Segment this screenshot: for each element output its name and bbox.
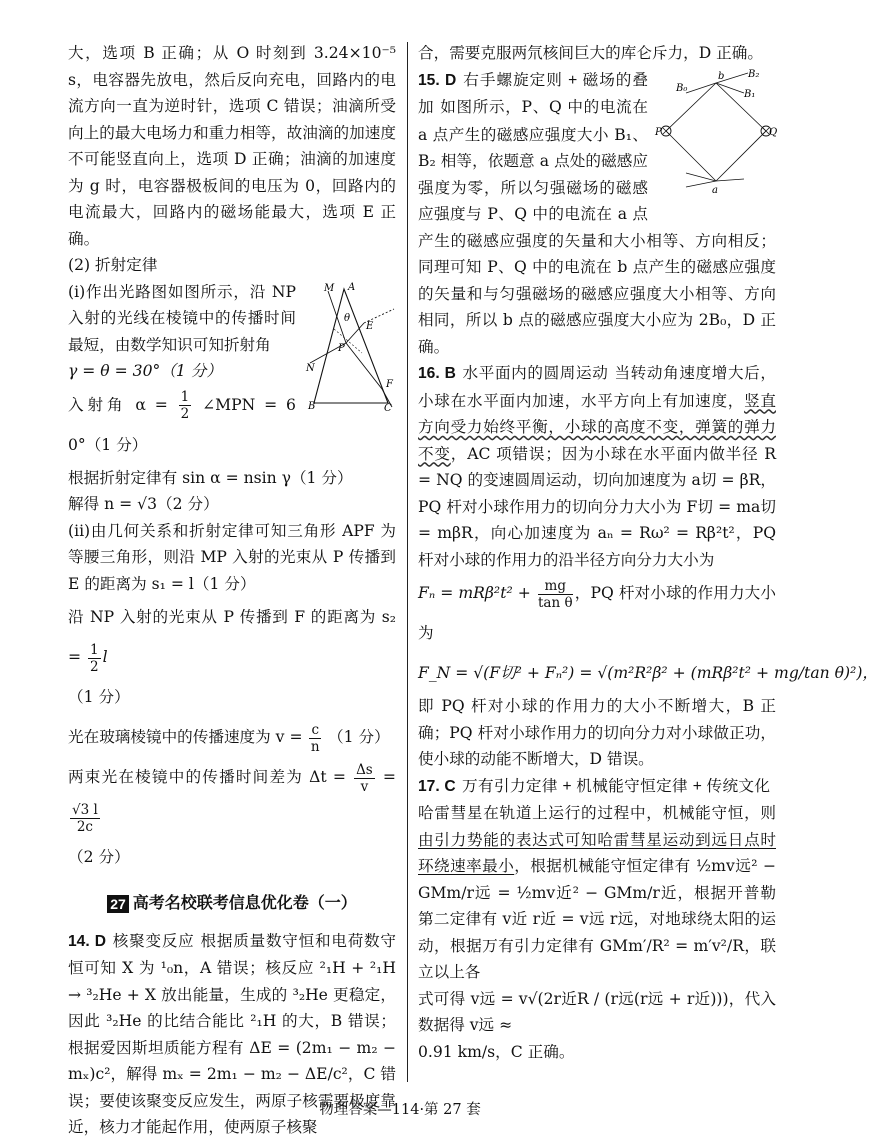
continued-paragraph: 大，选项 B 正确；从 O 时刻到 3.24×10⁻⁵ s，电容器先放电，然后反向充电，回路内的电流方向一直为逆时针，选项 C 错误；油滴所受向上的最大电场力和重力相等，故油滴的加速度不可能竖直向上，选项 D 正确；油滴的加速度为 g 时，电容器极板间的电压为 0，回路内的电流最大，回路内的磁场能最大，选项 E 正确。 — [68, 44, 396, 248]
velocity-label: 光在玻璃棱镜中的传播速度为 v = — [68, 728, 303, 746]
q17-text-4: 0.91 km/s，C 正确。 — [418, 1042, 575, 1061]
q16-fN-line: F_N = √(F切² + Fₙ²) = √(m²R²β² + (mRβ²t² + mg/tan θ)²)， — [418, 664, 878, 682]
label-M: M — [324, 282, 335, 294]
prism-figure — [304, 281, 396, 420]
frac-num: c — [311, 721, 320, 738]
q16-wavy-text: 竖直方向受力始终平衡，小球的高度不变，弹簧的弹力不变 — [418, 391, 776, 463]
page-footer: 物理答案—114·第 27 套 — [319, 1102, 481, 1118]
label-a: a — [712, 184, 718, 196]
velocity-score: （1 分） — [328, 728, 390, 746]
fraction-half — [179, 389, 192, 422]
q17-head: 17. C — [418, 777, 456, 795]
frac-den: 2 — [180, 406, 190, 422]
label-theta: θ — [344, 312, 351, 324]
part-i-snell: 根据折射定律有 sin α = nsin γ（1 分） — [68, 468, 353, 487]
label-N: N — [306, 362, 315, 374]
q17-topic: 万有引力定律 + 机械能守恒定律 + 传统文化 — [461, 777, 770, 795]
q15-topic: 右手螺旋定则 + 磁场的叠加 — [418, 71, 648, 116]
continued-paragraph-right: 合，需要克服两氘核间巨大的库仑斥力，D 正确。 — [418, 44, 763, 62]
s2-label: 沿 NP 入射的光束从 P 传播到 F 的距离为 s₂ = — [68, 608, 396, 666]
section-title-text: 高考名校联考信息优化卷（一） — [132, 895, 357, 912]
q14-text: 根据质量数守恒和电荷数守恒可知 X 为 ¹₀n，A 错误；核反应 ²₁H + ²₁H → ³₂He + X 放出能量，生成的 ³₂He 更稳定，因此 ³₂He 的比结合能比 ²₁H 的大，B 错误；根据爱因斯坦质能方程有 ΔE = (2m₁ − m₂ − mₓ)c²，解得 mₓ = 2m₁ − m₂ − ΔE/c²，C 错误；要使该聚变反应发生，两原子核需要极度靠近，核力才能起作用，使两原子核聚 — [68, 931, 396, 1136]
frac-num: Δs — [356, 761, 373, 778]
label-b: b — [718, 70, 725, 82]
q16-fn-fraction — [538, 578, 573, 611]
s2-l: l — [102, 648, 108, 666]
left-column — [68, 40, 396, 1141]
frac-den: tan θ — [537, 594, 573, 611]
label-B1: B₁ — [744, 88, 756, 100]
part-ii-text: (ii)由几何关系和折射定律可知三角形 APF 为等腰三角形，则沿 MP 入射的光束从 P 传播到 E 的距离为 s₁ = l（1 分） — [68, 521, 396, 593]
part-ii-score: （1 分） — [68, 688, 130, 706]
q16-fn-b: ，PQ 杆对小球的作用力大小为 — [418, 584, 776, 642]
section-title — [68, 891, 396, 918]
frac-num: mg — [538, 578, 573, 595]
frac-den: n — [310, 738, 320, 755]
question-16 — [418, 360, 776, 573]
frac-num: √3 l — [72, 801, 98, 818]
q16-topic: 水平面内的圆周运动 — [461, 365, 609, 382]
label-A: A — [348, 281, 356, 293]
q16-head: 16. B — [418, 365, 456, 382]
q16-text-2: ，AC 项错误；因为小球在水平面内做半径 R = NQ 的变速圆周运动，切向加速度为 a切 = βR，PQ 杆对小球作用力的切向分力大小为 F切 = ma切 = mβR，向心加速度为 aₙ = Rω² = Rβ²t²，PQ 杆对小球的作用力的沿半径方向分力大小为 — [418, 444, 776, 569]
question-17 — [418, 773, 776, 986]
fraction-result — [70, 802, 100, 835]
label-E: E — [366, 320, 374, 332]
equals: = — [382, 768, 396, 786]
label-Q: Q — [769, 126, 778, 138]
label-P: P — [655, 126, 662, 138]
part-ii-time-diff — [68, 757, 396, 837]
q16-text-1: 当转动角速度增大后，小球在水平面内加速，水平方向上有加速度， — [418, 364, 776, 410]
incidence-rest: ∠MPN = 60°（1 分） — [68, 395, 296, 454]
label-P: P — [338, 342, 345, 354]
q17-text-1: 哈雷彗星在轨道上运行的过程中，机械能守恒，则 — [418, 804, 776, 822]
q16-fn-line — [418, 573, 776, 653]
q17-underlined-text: 由引力势能的表达式可知哈雷彗星运动到远日点时环绕速率最小 — [418, 830, 776, 875]
part-ii-s2 — [68, 597, 396, 677]
label-F: F — [386, 378, 393, 390]
part-i-angle: γ = θ = 30°（1 分） — [68, 362, 222, 380]
label-B0: B₀ — [676, 82, 688, 94]
q16-text-3: 即 PQ 杆对小球的作用力的大小不断增大，B 正确；PQ 杆对小球作用力的切向分力对小球做正功，使小球的动能不断增大，D 错误。 — [418, 697, 776, 768]
label-B2: B₂ — [748, 68, 760, 80]
frac-num: 1 — [90, 641, 99, 658]
part2-title: (2) 折射定律 — [68, 256, 158, 274]
q14-head: 14. D — [68, 932, 107, 950]
q17-text-2: ，根据机械能守恒定律有 ½mv远² − GMm/r远 = ½mv近² − GMm/r近，根据开普勒第二定律有 v近 r近 = v远 r远，对地球绕太阳的运动，根据万有引力定律有 GMm′/R² = m′v²/R，联立以上各 — [418, 857, 776, 981]
part-ii-final-score: （2 分） — [68, 848, 130, 866]
prism-diagram — [304, 281, 396, 414]
q15-head: 15. D — [418, 71, 457, 89]
q16-fn-a: Fₙ = mRβ²t² + — [418, 584, 531, 602]
column-divider — [407, 42, 408, 1082]
label-B: B — [308, 400, 316, 412]
q14-topic: 核聚变反应 — [112, 932, 195, 950]
q17-text-3: 式可得 v远 = v√(2r近R / (r远(r远 + r近)))，代入数据得 v远 ≈ — [418, 989, 776, 1034]
part-i-text: (i)作出光路图如图所示，沿 NP 入射的光线在棱镜中的传播时间最短，由数学知识可知折射角 — [68, 282, 296, 354]
field-diagram — [655, 68, 778, 196]
frac-den: 2 — [90, 658, 99, 675]
incidence-label: 入射角 α = — [68, 395, 168, 414]
fraction-ds — [354, 762, 375, 795]
fraction-s2 — [88, 642, 101, 675]
part-i-result: 解得 n = √3（2 分） — [68, 495, 219, 513]
right-column — [418, 40, 878, 1065]
fraction-v — [309, 722, 321, 755]
frac-den: v — [360, 778, 369, 795]
field-figure — [656, 69, 776, 200]
frac-num: 1 — [180, 389, 190, 405]
part-ii-velocity — [68, 717, 396, 757]
frac-den: 2c — [76, 818, 93, 835]
time-diff-label: 两束光在棱镜中的传播时间差为 Δt = — [68, 768, 346, 786]
label-C: C — [384, 402, 392, 414]
section-badge: 27 — [107, 895, 129, 913]
q15-text: 如图所示，P、Q 中的电流在 a 点产生的磁感应强度大小 B₁、B₂ 相等，依题意 a 点处的磁感应强度为零，所以匀强磁场的磁感应强度与 P、Q 中的电流在 a 点产生的磁感应强度的矢量和大小相等、方向相反；同理可知 P、Q 中的电流在 b 点产生的磁感应强度的矢量和与匀强磁场的磁感应强度大小相等、方向相同，所以 b 点的磁感应强度大小应为 2B₀，D 正确。 — [418, 98, 776, 356]
